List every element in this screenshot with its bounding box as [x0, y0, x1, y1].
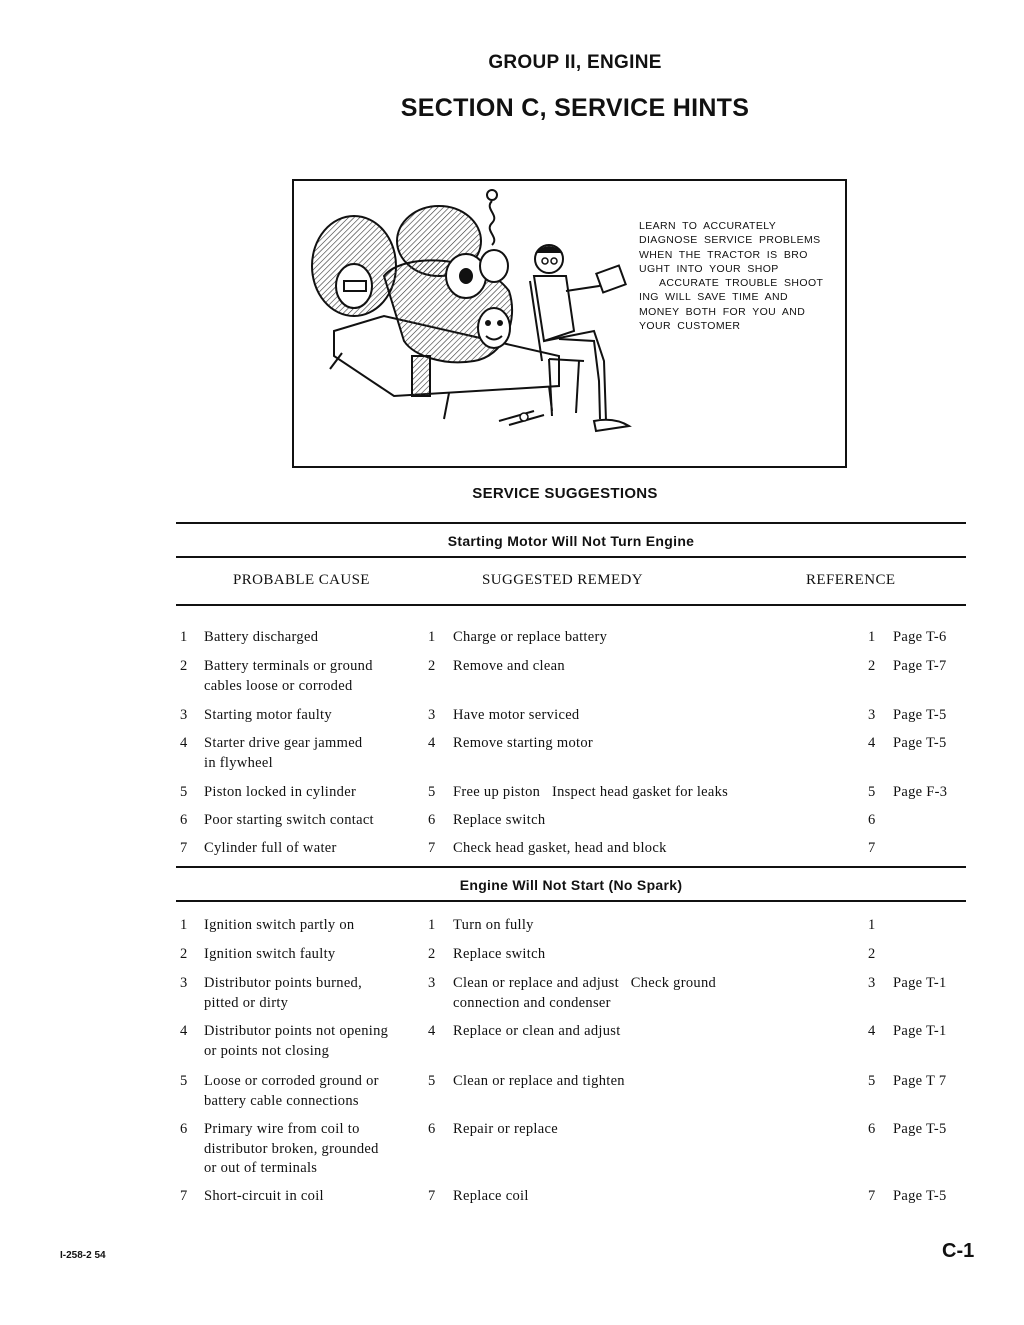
remedy-text: Replace switch — [453, 812, 546, 828]
reference-text: Page F-3 — [893, 784, 948, 800]
table-row — [176, 628, 966, 645]
cause-text: Starter drive gear jammed — [204, 735, 363, 751]
reference-text: Page T-6 — [893, 629, 947, 645]
rule-below-header — [176, 604, 966, 606]
remedy-number: 3 — [428, 707, 436, 723]
group-title: GROUP II, ENGINE — [488, 52, 662, 73]
table-row — [176, 1022, 966, 1059]
reference-text: Page T-1 — [893, 1023, 947, 1039]
cause-text: or points not closing — [204, 1042, 330, 1059]
remedy-text: Replace coil — [453, 1188, 529, 1204]
cause-text: battery cable connections — [204, 1092, 359, 1109]
remedy-text: Replace switch — [453, 946, 546, 962]
cause-text: Cylinder full of water — [204, 840, 337, 856]
remedy-text: Clean or replace and adjust Check ground — [453, 975, 717, 991]
caption-line: WHEN THE TRACTOR IS BRO — [639, 248, 808, 261]
reference-number: 4 — [868, 735, 876, 751]
table-row — [176, 1120, 966, 1176]
remedy-number: 2 — [428, 658, 436, 674]
table-row — [176, 945, 966, 962]
caption-line: YOUR CUSTOMER — [639, 320, 741, 333]
remedy-text: connection and condenser — [453, 994, 611, 1011]
remedy-number: 1 — [428, 629, 436, 645]
cause-text: Battery terminals or ground — [204, 658, 373, 674]
reference-number: 5 — [868, 784, 876, 800]
col-reference: REFERENCE — [806, 572, 896, 588]
row-number: 1 — [180, 917, 188, 933]
reference-number: 1 — [868, 917, 876, 933]
row-number: 7 — [180, 1188, 188, 1204]
row-number: 2 — [180, 946, 188, 962]
row-number: 4 — [180, 1023, 188, 1039]
row-number: 5 — [180, 1073, 188, 1089]
rule-section-2-top — [176, 866, 966, 868]
reference-text: Page T-5 — [893, 735, 947, 751]
remedy-number: 5 — [428, 1073, 436, 1089]
table-row — [176, 734, 966, 771]
row-number: 3 — [180, 975, 188, 991]
reference-number: 1 — [868, 629, 876, 645]
remedy-number: 6 — [428, 1121, 436, 1137]
reference-number: 2 — [868, 658, 876, 674]
row-number: 3 — [180, 707, 188, 723]
remedy-number: 5 — [428, 784, 436, 800]
remedy-text: Replace or clean and adjust — [453, 1023, 621, 1039]
cause-text: cables loose or corroded — [204, 677, 353, 694]
caption-line: ING WILL SAVE TIME AND — [639, 291, 788, 304]
section-title-no-spark: Engine Will Not Start (No Spark) — [459, 877, 683, 893]
rule-below-title — [176, 556, 966, 558]
cause-text: Short-circuit in coil — [204, 1188, 324, 1204]
caption-line: MONEY BOTH FOR YOU AND — [639, 305, 806, 318]
remedy-text: Remove starting motor — [453, 735, 593, 751]
cause-text: Primary wire from coil to — [204, 1121, 360, 1137]
table-row — [176, 657, 966, 694]
remedy-number: 1 — [428, 917, 436, 933]
cause-text: in flywheel — [204, 754, 273, 771]
reference-text: Page T 7 — [893, 1073, 947, 1089]
remedy-text: Turn on fully — [453, 917, 534, 933]
caption-line: UGHT INTO YOUR SHOP — [639, 262, 779, 275]
remedy-text: Have motor serviced — [453, 707, 580, 723]
cause-text: or out of terminals — [204, 1160, 318, 1176]
remedy-text: Free up piston Inspect head gasket for leaks — [453, 784, 729, 800]
reference-number: 4 — [868, 1023, 876, 1039]
table-row — [176, 706, 966, 723]
remedy-number: 3 — [428, 975, 436, 991]
rule-section-2-below-title — [176, 900, 966, 902]
row-number: 6 — [180, 812, 188, 828]
section-title-starting-motor: Starting Motor Will Not Turn Engine — [447, 533, 695, 549]
reference-text: Page T-1 — [893, 975, 947, 991]
row-number: 4 — [180, 735, 188, 751]
reference-number: 6 — [868, 812, 876, 828]
reference-text: Page T-5 — [893, 707, 947, 723]
reference-number: 3 — [868, 975, 876, 991]
row-number: 6 — [180, 1121, 188, 1137]
reference-number: 3 — [868, 707, 876, 723]
cause-text: pitted or dirty — [204, 994, 289, 1011]
remedy-number: 6 — [428, 812, 436, 828]
service-suggestions-title: SERVICE SUGGESTIONS — [472, 485, 658, 502]
cause-text: Distributor points burned, — [204, 975, 363, 991]
reference-number: 2 — [868, 946, 876, 962]
caption-line: LEARN TO ACCURATELY — [639, 220, 777, 232]
row-number: 1 — [180, 629, 188, 645]
footer-code: I-258-2 54 — [60, 1250, 106, 1261]
page-number: C-1 — [942, 1240, 975, 1262]
table-row — [176, 974, 966, 1011]
table-row — [176, 783, 966, 800]
table-row — [176, 1187, 966, 1204]
col-probable-cause: PROBABLE CAUSE — [233, 572, 370, 588]
table-row — [176, 1072, 966, 1109]
cause-text: Starting motor faulty — [204, 707, 332, 723]
cause-text: Loose or corroded ground or — [204, 1073, 379, 1089]
illustration-caption — [639, 219, 824, 333]
remedy-number: 7 — [428, 840, 436, 856]
table-row — [176, 916, 966, 933]
remedy-text: Repair or replace — [453, 1121, 558, 1137]
remedy-number: 4 — [428, 1023, 436, 1039]
reference-number: 7 — [868, 1188, 876, 1204]
cause-text: Ignition switch faulty — [204, 946, 336, 962]
illustration-frame — [292, 179, 847, 468]
col-suggested-remedy: SUGGESTED REMEDY — [482, 572, 643, 588]
remedy-text: Remove and clean — [453, 658, 565, 674]
remedy-number: 2 — [428, 946, 436, 962]
reference-text: Page T-7 — [893, 658, 947, 674]
caption-line: DIAGNOSE SERVICE PROBLEMS — [639, 234, 821, 247]
cause-text: Poor starting switch contact — [204, 812, 374, 828]
cause-text: Piston locked in cylinder — [204, 784, 357, 800]
row-number: 5 — [180, 784, 188, 800]
table-row — [176, 811, 966, 828]
section-title: SECTION C, SERVICE HINTS — [400, 94, 750, 122]
cause-text: Ignition switch partly on — [204, 917, 355, 933]
cause-text: Battery discharged — [204, 629, 319, 645]
rule-top — [176, 522, 966, 524]
remedy-text: Charge or replace battery — [453, 629, 608, 645]
cause-text: Distributor points not opening — [204, 1023, 389, 1039]
reference-number: 6 — [868, 1121, 876, 1137]
row-number: 2 — [180, 658, 188, 674]
cause-text: distributor broken, grounded — [204, 1140, 379, 1157]
reference-number: 5 — [868, 1073, 876, 1089]
remedy-text: Clean or replace and tighten — [453, 1073, 625, 1089]
remedy-number: 4 — [428, 735, 436, 751]
row-number: 7 — [180, 840, 188, 856]
reference-text: Page T-5 — [893, 1121, 947, 1137]
reference-text: Page T-5 — [893, 1188, 947, 1204]
remedy-number: 7 — [428, 1188, 436, 1204]
reference-number: 7 — [868, 840, 876, 856]
caption-line: ACCURATE TROUBLE SHOOT — [659, 277, 824, 290]
table-row — [176, 839, 966, 856]
remedy-text: Check head gasket, head and block — [453, 840, 667, 856]
